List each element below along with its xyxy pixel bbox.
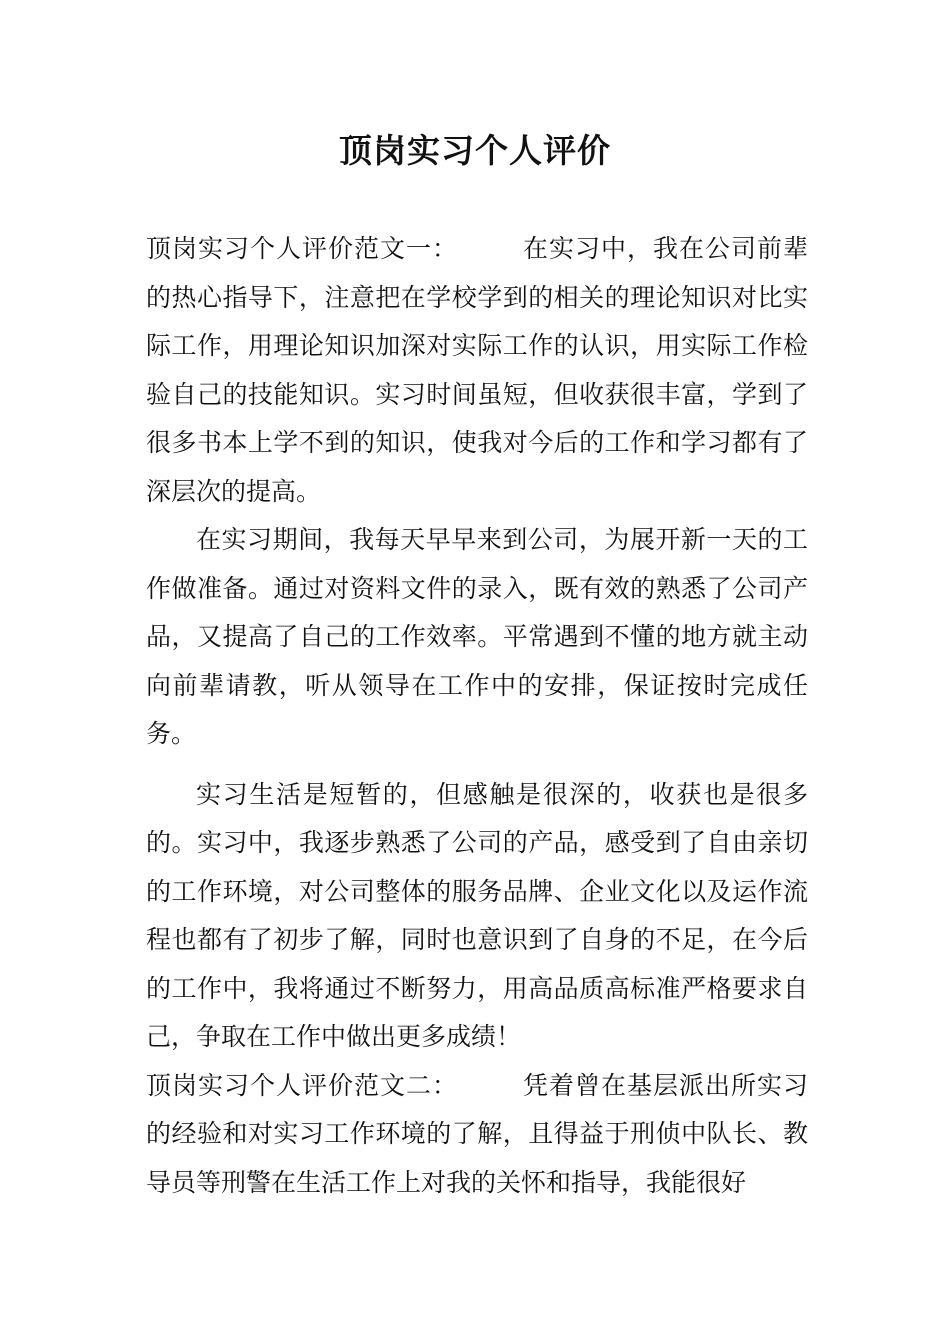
section-1-first-paragraph <box>146 225 808 516</box>
section-2-paragraph-1: 凭着曾在基层派出所实习的经验和对实习工作环境的了解，且得益于刑侦中队长、教导员等刑警在生活工作上对我的关怀和指导，我能很好 <box>146 1070 808 1197</box>
section-1-paragraph-2: 在实习期间，我每天早早来到公司，为展开新一天的工作做准备。通过对资料文件的录入，既有效的熟悉了公司产品，又提高了自己的工作效率。平常遇到不懂的地方就主动向前辈请教，听从领导在工作中的安排，保证按时完成任务。 <box>146 525 808 748</box>
section-1-paragraph-3: 实习生活是短暂的，但感触是很深的，收获也是很多的。实习中，我逐步熟悉了公司的产品，感受到了自由亲切的工作环境，对公司整体的服务品牌、企业文化以及运作流程也都有了初步了解，同时也意识到了自身的不足，在今后的工作中，我将通过不断努力，用高品质高标准严格要求自己，争取在工作中做出更多成绩！ <box>146 779 808 1051</box>
document-title: 顶岗实习个人评价 <box>339 131 611 170</box>
section-2-heading: 顶岗实习个人评价范文二： <box>146 1070 458 1100</box>
section-1-heading: 顶岗实习个人评价范文一： <box>146 234 458 263</box>
section-2-first-paragraph <box>146 1062 808 1208</box>
document-body <box>146 225 808 1207</box>
section-1-paragraph-1: 在实习中，我在公司前辈的热心指导下，注意把在学校学到的相关的理论知识对比实际工作，用理论知识加深对实际工作的认识，用实际工作检验自己的技能知识。实习时间虽短，但收获很丰富，学到了很多书本上学不到的知识，使我对今后的工作和学习都有了深层次的提高。 <box>146 234 808 506</box>
